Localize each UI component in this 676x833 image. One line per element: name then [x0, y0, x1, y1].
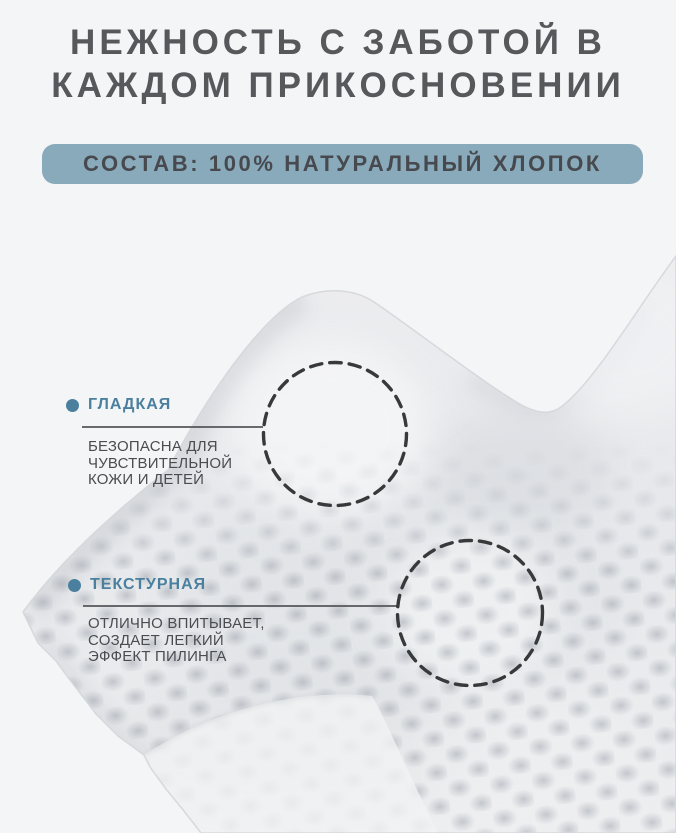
feature-textured-label: [68, 576, 206, 594]
page-title-line-1: НЕЖНОСТЬ С ЗАБОТОЙ В: [70, 23, 606, 62]
page-title-line-2: КАЖДОМ ПРИКОСНОВЕНИИ: [51, 66, 625, 105]
page-title: [0, 21, 676, 107]
feature-bullet-dot: [68, 579, 81, 592]
feature-textured-title: ТЕКСТУРНАЯ: [90, 576, 207, 593]
feature-smooth-desc-line: БЕЗОПАСНА ДЛЯ: [88, 438, 218, 455]
feature-textured-description: [88, 616, 265, 666]
feature-textured-desc-line: СОЗДАЕТ ЛЕГКИЙ: [88, 631, 224, 649]
feature-textured-desc-line: ЭФФЕКТ ПИЛИНГА: [88, 648, 227, 665]
feature-smooth-description: [88, 439, 232, 489]
feature-smooth-desc-line: ЧУВСТВИТЕЛЬНОЙ: [88, 454, 233, 472]
feature-smooth-label: [66, 396, 171, 414]
composition-badge: [42, 144, 643, 184]
feature-bullet-dot: [66, 399, 79, 412]
feature-smooth-desc-line: КОЖИ И ДЕТЕЙ: [88, 471, 205, 488]
composition-badge-text: СОСТАВ: 100% НАТУРАЛЬНЫЙ ХЛОПОК: [83, 151, 602, 176]
towel-shape: [0, 240, 676, 833]
feature-smooth-title: ГЛАДКАЯ: [88, 396, 172, 413]
feature-textured-desc-line: ОТЛИЧНО ВПИТЫВАЕТ,: [88, 615, 265, 632]
